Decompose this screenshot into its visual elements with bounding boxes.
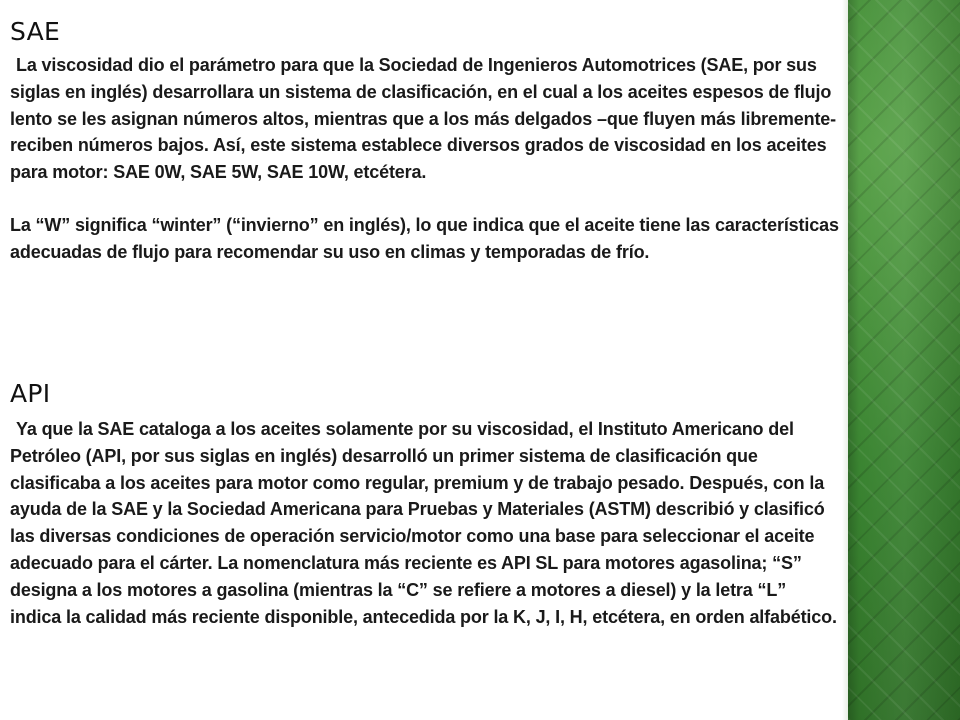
- paragraph-spacer: [10, 186, 840, 212]
- paragraph-api-classification: [10, 416, 840, 630]
- paragraph-sae-viscosity-text: La viscosidad dio el parámetro para que la Sociedad de Ingenieros Automotrices (SAE, por sus siglas en inglés) desarrollara un sistema de clasificación, en el cual a los aceites espesos de flujo lento se les asignan números altos, mientras que a los más delgados –que fluyen más libremente- reciben números bajos. Así, este sistema establece diversos grados de viscosidad en los aceites para motor: SAE 0W, SAE 5W, SAE 10W, etcétera.: [10, 55, 837, 183]
- section-body-api: [10, 416, 840, 630]
- section-title-sae: SAE: [10, 17, 61, 46]
- section-body-sae: [10, 52, 840, 266]
- decorative-side-panel: [848, 0, 960, 720]
- paragraph-api-classification-text: Ya que la SAE cataloga a los aceites solamente por su viscosidad, el Instituto Americano del Petróleo (API, por sus siglas en inglés) desarrolló un primer sistema de clasificación que clasificaba a los aceites para motor como regular, premium y de trabajo pesado. Después, con la ayuda de la SAE y la Sociedad Americana para Pruebas y Materiales (ASTM) describió y clasificó las diversas condiciones de operación servicio/motor como una base para seleccionar el aceite adecuado para el cárter. La nomenclatura más reciente es API SL para motores agasolina; “S” designa a los motores a gasolina (mientras la “C” se refiere a motores a diesel) y la letra “L” indica la calidad más reciente disponible, antecedida por la K, J, I, H, etcétera, en orden alfabético.: [10, 419, 837, 627]
- section-title-api: API: [10, 379, 51, 408]
- paragraph-sae-viscosity: [10, 52, 840, 186]
- slide-content: [10, 0, 842, 720]
- paragraph-sae-winter: La “W” significa “winter” (“invierno” en inglés), lo que indica que el aceite tiene las características adecuadas de flujo para recomendar su uso en climas y temporadas de frío.: [10, 214, 839, 262]
